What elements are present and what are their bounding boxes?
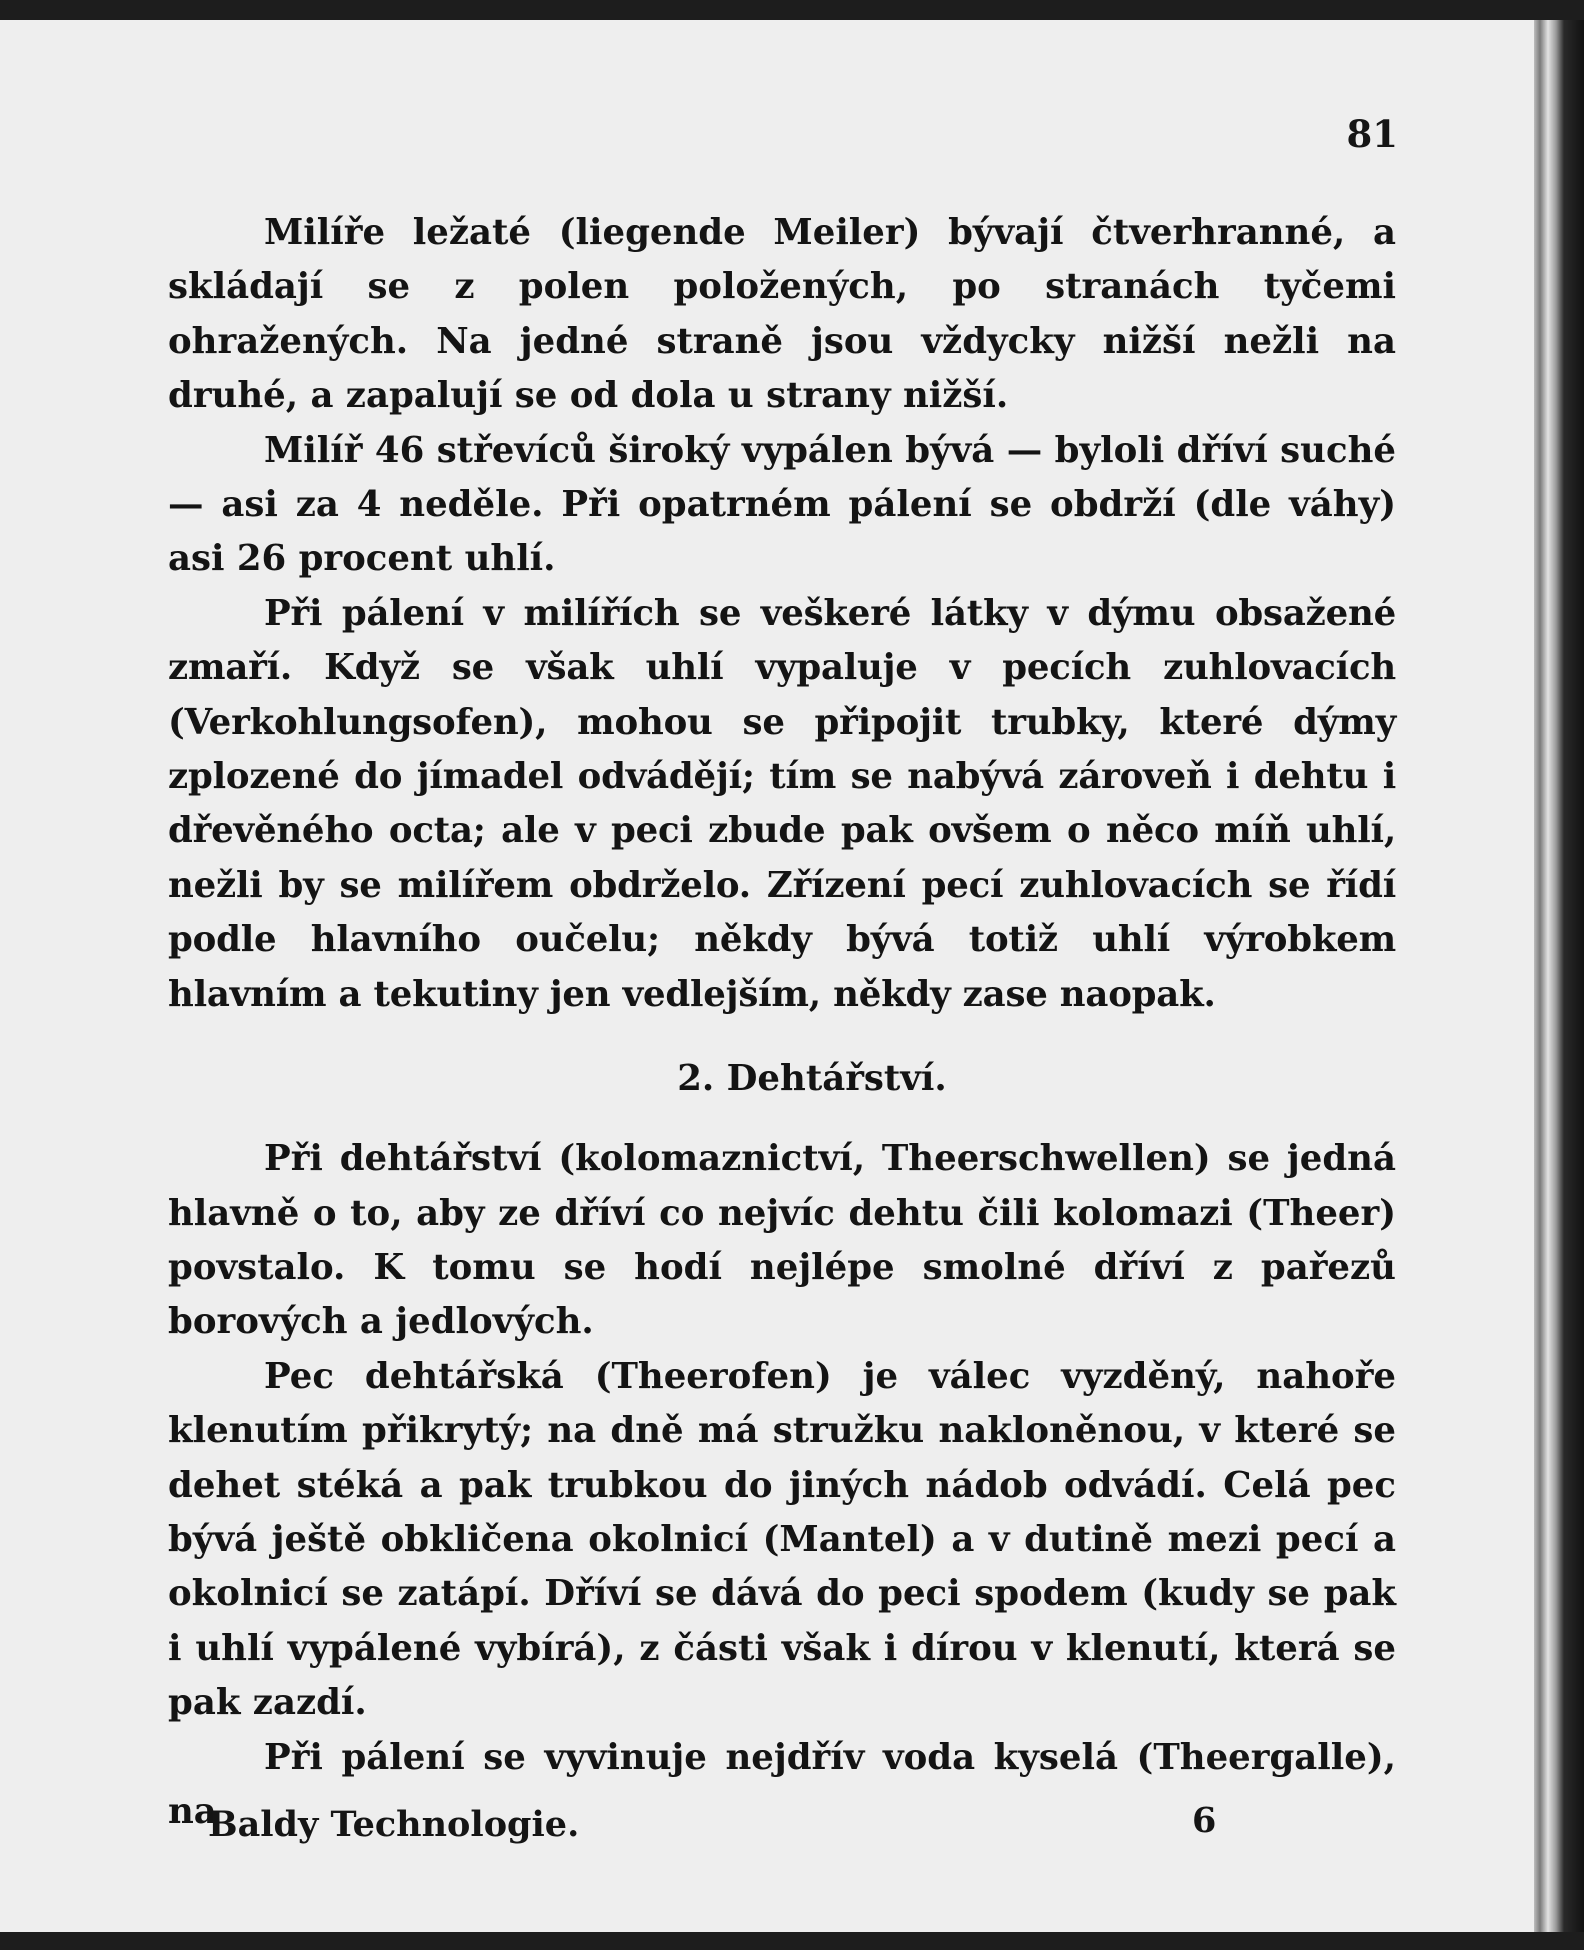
- page-number: 81: [1346, 112, 1398, 156]
- footer-book-title: Baldy Technologie.: [208, 1804, 580, 1845]
- paragraph-6: Při pálení se vyvinuje nejdřív voda kyselá (Theergalle), na: [168, 1736, 1396, 1832]
- paragraph-3: Při pálení v milířích se veškeré látky v dýmu obsažené zmaří. Když se však uhlí vypaluje v pecích zuhlovacích (Verkohlungsofen), mohou se připojit trubky, které dýmy zplozené do jímadel odvádějí; tím se nabývá zároveň i dehtu i dřevěného octa; ale v peci zbude pak ovšem o něco míň uhlí, nežli by se milířem obdrželo. Zřízení pecí zuhlovacích se řídí podle hlavního oučelu; někdy bývá totiž uhlí výrobkem hlavním a tekutiny jen vedlejším, někdy zase naopak.: [168, 592, 1396, 1015]
- section-heading: 2. Dehtářství.: [677, 1058, 947, 1100]
- paragraph-4: Při dehtářství (kolomaznictví, Theerschwellen) se jedná hlavně o to, aby ze dříví co nejvíc dehtu čili kolomazi (Theer) povstalo. K tomu se hodí nejlépe smolné dříví z pařezů borových a jedlových.: [168, 1138, 1396, 1343]
- footer-signature-number: 6: [1192, 1800, 1217, 1841]
- body-text: [168, 206, 1396, 1839]
- paragraph-2: Milíř 46 střevíců široký vypálen bývá — byloli dříví suché — asi za 4 neděle. Při opatrném pálení se obdrží (dle váhy) asi 26 procent uhlí.: [168, 429, 1396, 580]
- book-page: [0, 20, 1548, 1932]
- page-edge-shadow: [1534, 20, 1584, 1932]
- paragraph-5: Pec dehtářská (Theerofen) je válec vyzděný, nahoře klenutím přikrytý; na dně má stružku nakloněnou, v které se dehet stéká a pak trubkou do jiných nádob odvádí. Celá pec bývá ještě obkličena okolnicí (Mantel) a v dutině mezi pecí a okolnicí se zatápí. Dříví se dává do peci spodem (kudy se pak i uhlí vypálené vybírá), z části však i dírou v klenutí, která se pak zazdí.: [168, 1355, 1396, 1724]
- paragraph-1: Milíře ležaté (liegende Meiler) bývají čtverhranné, a skládají se z polen položených, po stranách tyčemi ohražených. Na jedné straně jsou vždycky nižší nežli na druhé, a zapalují se od dola u strany nižší.: [168, 212, 1396, 417]
